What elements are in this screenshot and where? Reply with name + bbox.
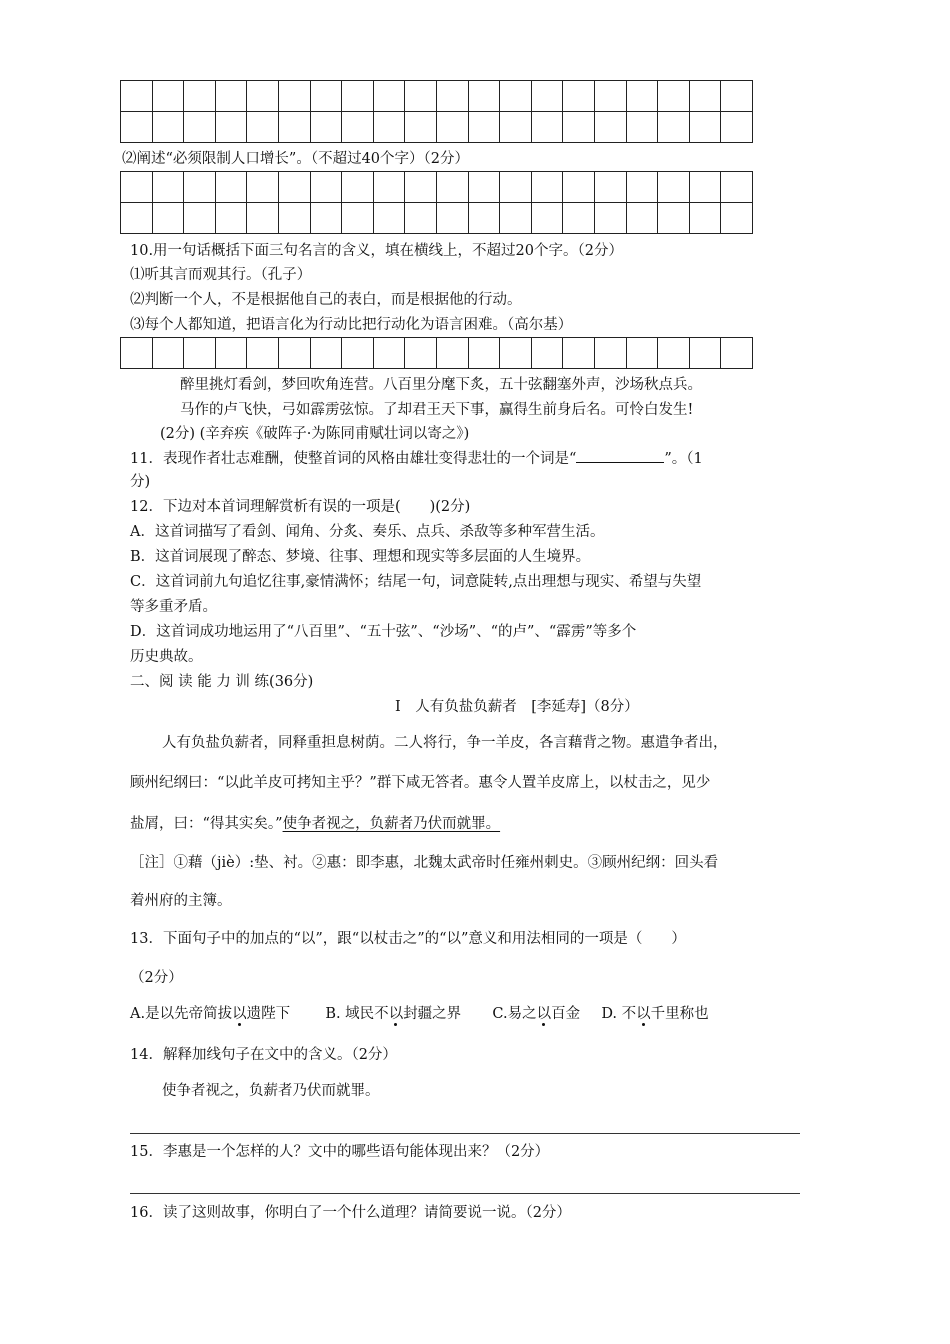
grid-cell[interactable]: [531, 338, 563, 369]
grid-cell[interactable]: [184, 203, 216, 234]
question-16: 16．读了这则故事，你明白了一个什么道理？请简要说一说。（2分）: [130, 1205, 571, 1221]
grid-cell[interactable]: [310, 338, 342, 369]
grid-cell[interactable]: [721, 112, 753, 143]
grid-cell[interactable]: [563, 338, 595, 369]
grid-cell[interactable]: [563, 172, 595, 203]
grid-cell[interactable]: [436, 338, 468, 369]
answer-line[interactable]: [130, 1193, 800, 1194]
grid-cell[interactable]: [721, 338, 753, 369]
grid-cell[interactable]: [626, 112, 658, 143]
option-c[interactable]: C．这首词前九句追忆往事,豪情满怀；结尾一句，词意陡转,点出理想与现实、希望与失望: [130, 574, 702, 590]
grid-cell[interactable]: [468, 203, 500, 234]
question-10-stem: 10.用一句话概括下面三句名言的含义，填在横线上，不超过20个字。（2分）: [130, 243, 623, 259]
grid-cell[interactable]: [121, 172, 153, 203]
grid-cell[interactable]: [342, 338, 374, 369]
poem-source: (2分) (辛弃疾《破阵子·为陈同甫赋壮词以寄之》): [160, 426, 470, 442]
grid-row: [121, 112, 753, 143]
quote-3: ⑶每个人都知道，把语言化为行动比把行动化为语言困难。（高尔基）: [130, 317, 573, 333]
grid-row: [121, 172, 753, 203]
grid-cell[interactable]: [247, 338, 279, 369]
grid-row: [121, 81, 753, 112]
grid-cell[interactable]: [184, 112, 216, 143]
grid-cell[interactable]: [247, 203, 279, 234]
grid-cell[interactable]: [342, 203, 374, 234]
poem-line-1: 醉里挑灯看剑，梦回吹角连营。八百里分麾下炙，五十弦翻塞外声，沙场秋点兵。: [180, 377, 702, 393]
passage-title: Ⅰ 人有负盐负薪者 [李延寿]（8分）: [395, 699, 639, 715]
grid-cell[interactable]: [405, 338, 437, 369]
grid-cell[interactable]: [689, 338, 721, 369]
question-12-stem: 12．下边对本首词理解赏析有误的一项是( )(2分): [130, 499, 471, 515]
grid-cell[interactable]: [184, 338, 216, 369]
grid-cell[interactable]: [563, 203, 595, 234]
grid-cell[interactable]: [436, 112, 468, 143]
grid-cell[interactable]: [342, 112, 374, 143]
question-9-2: ⑵阐述“必须限制人口增长”。（不超过40个字）（2分）: [122, 151, 469, 167]
grid-cell[interactable]: [310, 172, 342, 203]
grid-cell[interactable]: [626, 203, 658, 234]
option-d[interactable]: D．这首词成功地运用了“八百里”、“五十弦”、“沙场”、“的卢”、“霹雳”等多个: [130, 624, 637, 640]
grid-cell[interactable]: [626, 81, 658, 112]
question-11-end: ”。（1: [664, 451, 703, 467]
question-13-options: [130, 1004, 709, 1024]
grid-cell[interactable]: [215, 338, 247, 369]
grid-cell[interactable]: [500, 112, 532, 143]
grid-cell[interactable]: [500, 338, 532, 369]
underlined-sentence: 使争者视之，负薪者乃伏而就罪。: [282, 816, 501, 832]
question-11: [130, 448, 703, 469]
grid-row: [121, 203, 753, 234]
grid-cell[interactable]: [310, 81, 342, 112]
grid-cell[interactable]: [468, 81, 500, 112]
option-c-cont: 等多重矛盾。: [130, 599, 217, 615]
poem-line-2: 马作的卢飞快，弓如霹雳弦惊。了却君王天下事，赢得生前身后名。可怜白发生!: [180, 402, 694, 418]
question-11-cont: 分): [130, 474, 151, 490]
grid-cell[interactable]: [563, 81, 595, 112]
answer-grid-1[interactable]: [120, 80, 753, 143]
question-13-score: （2分）: [130, 970, 183, 986]
answer-grid-3[interactable]: [120, 337, 753, 369]
grid-cell[interactable]: [247, 172, 279, 203]
grid-cell[interactable]: [626, 338, 658, 369]
option-b[interactable]: B．这首词展现了醉态、梦境、往事、理想和现实等多层面的人生境界。: [130, 549, 591, 565]
grid-cell[interactable]: [436, 172, 468, 203]
grid-cell[interactable]: [436, 203, 468, 234]
grid-cell[interactable]: [468, 172, 500, 203]
option-d[interactable]: D. 不以千里称也: [601, 1006, 709, 1022]
grid-cell[interactable]: [594, 203, 626, 234]
grid-cell[interactable]: [152, 172, 184, 203]
question-15: 15．李惠是一个怎样的人？文中的哪些语句能体现出来？（2分）: [130, 1144, 550, 1160]
grid-cell[interactable]: [121, 112, 153, 143]
answer-blank[interactable]: [576, 448, 664, 463]
option-c[interactable]: C.易之以百金: [492, 1006, 581, 1022]
grid-cell[interactable]: [342, 81, 374, 112]
grid-cell[interactable]: [658, 172, 690, 203]
grid-cell[interactable]: [215, 112, 247, 143]
grid-cell[interactable]: [500, 81, 532, 112]
annotation-line-1: ［注］①藉（jiè）:垫、衬。②惠：即李惠，北魏太武帝时任雍州刺史。③顾州纪纲：回头看: [130, 855, 719, 871]
grid-cell[interactable]: [373, 203, 405, 234]
grid-cell[interactable]: [121, 203, 153, 234]
grid-cell[interactable]: [594, 338, 626, 369]
grid-cell[interactable]: [594, 81, 626, 112]
grid-cell[interactable]: [405, 112, 437, 143]
grid-cell[interactable]: [278, 203, 310, 234]
grid-cell[interactable]: [689, 112, 721, 143]
grid-cell[interactable]: [342, 172, 374, 203]
grid-cell[interactable]: [278, 338, 310, 369]
grid-cell[interactable]: [215, 81, 247, 112]
grid-cell[interactable]: [373, 338, 405, 369]
grid-cell[interactable]: [184, 172, 216, 203]
option-a[interactable]: A.是以先帝简拔以遗陛下: [130, 1006, 291, 1022]
grid-cell[interactable]: [531, 81, 563, 112]
grid-cell[interactable]: [405, 172, 437, 203]
grid-row: [121, 338, 753, 369]
grid-cell[interactable]: [405, 203, 437, 234]
grid-cell[interactable]: [626, 172, 658, 203]
grid-cell[interactable]: [658, 81, 690, 112]
question-13-stem: 13．下面句子中的加点的“以”，跟“以杖击之”的“以”意义和用法相同的一项是（ ）: [130, 931, 686, 947]
grid-cell[interactable]: [278, 81, 310, 112]
grid-cell[interactable]: [121, 338, 153, 369]
grid-cell[interactable]: [721, 203, 753, 234]
grid-cell[interactable]: [721, 81, 753, 112]
grid-cell[interactable]: [468, 338, 500, 369]
question-14-stem: 14．解释加线句子在文中的含义。（2分）: [130, 1047, 397, 1063]
grid-cell[interactable]: [721, 172, 753, 203]
grid-cell[interactable]: [310, 203, 342, 234]
grid-cell[interactable]: [215, 203, 247, 234]
grid-cell[interactable]: [184, 81, 216, 112]
grid-cell[interactable]: [594, 172, 626, 203]
grid-cell[interactable]: [689, 172, 721, 203]
grid-cell[interactable]: [658, 112, 690, 143]
grid-cell[interactable]: [373, 172, 405, 203]
grid-cell[interactable]: [563, 112, 595, 143]
grid-cell[interactable]: [121, 81, 153, 112]
passage-line-3: [130, 814, 500, 834]
grid-cell[interactable]: [531, 203, 563, 234]
grid-cell[interactable]: [500, 203, 532, 234]
grid-cell[interactable]: [278, 112, 310, 143]
grid-cell[interactable]: [373, 81, 405, 112]
grid-cell[interactable]: [500, 172, 532, 203]
grid-cell[interactable]: [310, 112, 342, 143]
quote-1: ⑴听其言而观其行。（孔子）: [130, 267, 312, 283]
passage-text: 盐屑，曰：“得其实矣。”: [130, 816, 283, 832]
grid-cell[interactable]: [152, 338, 184, 369]
grid-cell[interactable]: [247, 81, 279, 112]
answer-line[interactable]: [130, 1133, 800, 1134]
grid-cell[interactable]: [658, 338, 690, 369]
grid-cell[interactable]: [594, 112, 626, 143]
grid-cell[interactable]: [152, 81, 184, 112]
grid-cell[interactable]: [405, 81, 437, 112]
annotation-line-2: 着州府的主簿。: [130, 893, 232, 909]
grid-cell[interactable]: [689, 81, 721, 112]
answer-grid-2[interactable]: [120, 171, 753, 234]
section-heading: 二、阅 读 能 力 训 练(36分): [130, 674, 314, 690]
grid-cell[interactable]: [247, 112, 279, 143]
option-d-cont: 历史典故。: [130, 649, 203, 665]
grid-cell[interactable]: [658, 203, 690, 234]
grid-cell[interactable]: [531, 172, 563, 203]
question-11-text: 11．表现作者壮志难酬，使整首词的风格由雄壮变得悲壮的一个词是“: [130, 451, 577, 467]
passage-line-1: 人有负盐负薪者，同释重担息树荫。二人将行，争一羊皮，各言藉背之物。惠遣争者出，: [162, 735, 728, 751]
grid-cell[interactable]: [531, 112, 563, 143]
grid-cell[interactable]: [689, 203, 721, 234]
grid-cell[interactable]: [436, 81, 468, 112]
grid-cell[interactable]: [152, 203, 184, 234]
grid-cell[interactable]: [215, 172, 247, 203]
question-14-sentence: 使争者视之，负薪者乃伏而就罪。: [162, 1083, 380, 1099]
option-a[interactable]: A．这首词描写了看剑、闻角、分炙、奏乐、点兵、杀敌等多种军营生活。: [130, 524, 605, 540]
grid-cell[interactable]: [278, 172, 310, 203]
grid-cell[interactable]: [152, 112, 184, 143]
option-b[interactable]: B. 域民不以封疆之界: [325, 1006, 462, 1022]
grid-cell[interactable]: [468, 112, 500, 143]
passage-line-2: 顾州纪纲曰：“以此羊皮可拷知主乎？”群下咸无答者。惠令人置羊皮席上，以杖击之，见少: [130, 775, 711, 791]
grid-cell[interactable]: [373, 112, 405, 143]
quote-2: ⑵判断一个人，不是根据他自己的表白，而是根据他的行动。: [130, 292, 522, 308]
